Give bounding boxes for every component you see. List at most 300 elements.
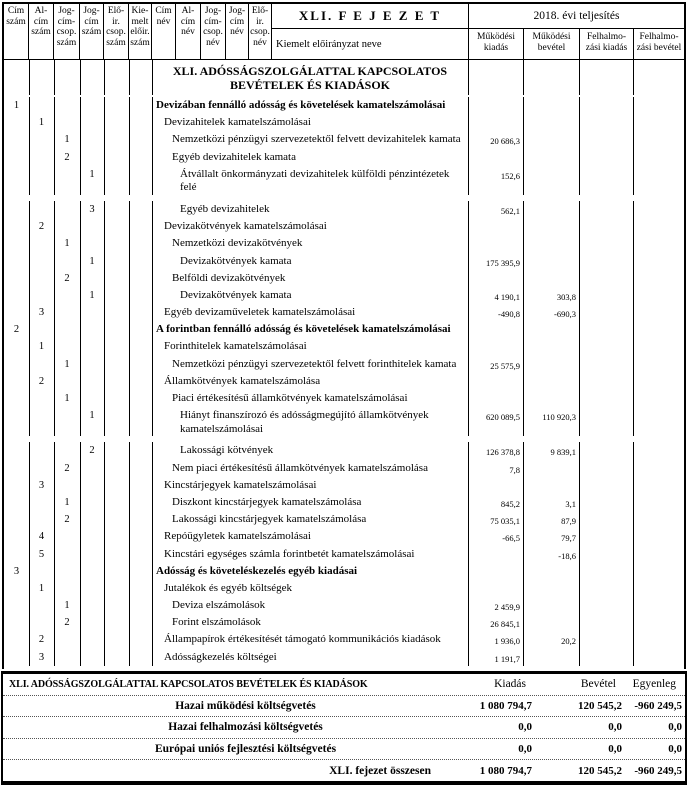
mukodesi-kiadas-value [468, 338, 523, 342]
cim-szam-cell [4, 356, 29, 358]
felhalmozasi-kiadas-value [579, 631, 633, 635]
eloir-csop-szam-cell [104, 321, 129, 323]
summary-label: Hazai működési költségvetés [175, 699, 316, 712]
felhalmozasi-kiadas-value [579, 338, 633, 342]
cim-szam-cell [4, 270, 29, 272]
summary-title: XLI. ADÓSSÁGSZOLGÁLATTAL KAPCSOLATOS BEVÉTELEK ÉS KIADÁSOK [9, 678, 368, 690]
table-row [4, 356, 684, 373]
kiemelt-eloir-szam-cell [129, 494, 152, 496]
name-cell: Hiányt finanszírozó és adósságmegújító államkötvények kamatelszámolásai [180, 409, 429, 435]
column-header-label: Jog- cím- csop. szám [56, 6, 77, 48]
cim-szam-cell [4, 649, 29, 651]
mukodesi-kiadas-value [468, 149, 523, 153]
jogcim-szam-cell [80, 631, 104, 633]
table-row [4, 287, 684, 304]
alcim-szam-cell: 2 [38, 634, 45, 646]
name-cell: Devizakötvények kamata [180, 254, 292, 267]
jogcim-csop-szam-cell [54, 201, 80, 203]
jogcim-szam-cell: 3 [89, 203, 95, 215]
mukodesi-kiadas-value: 1 191,7 [494, 653, 520, 664]
summary-label: Hazai felhalmozási költségvetés [168, 721, 323, 734]
felhalmozasi-bevetel-value [633, 580, 684, 584]
cim-szam-cell [4, 149, 29, 151]
col-header-eloir-csop-szam [104, 4, 129, 59]
jogcim-szam-cell: 1 [89, 410, 95, 422]
mukodesi-kiadas-value [468, 270, 523, 274]
felhalmozasi-kiadas-value [579, 390, 633, 394]
eloir-csop-szam-cell [104, 631, 129, 633]
eloir-csop-szam-cell [104, 563, 129, 565]
column-rule [633, 60, 634, 95]
summary-col-egyenleg: Egyenleg [632, 678, 676, 691]
name-cell: Jutalékok és egyéb költségek [164, 581, 292, 594]
name-cell: Devizahitelek kamatelszámolásai [164, 116, 311, 129]
felhalmozasi-bevetel-value [633, 649, 684, 653]
column-rule [633, 97, 634, 195]
name-cell: Belföldi devizakötvények [172, 271, 286, 284]
summary-col-bevetel: Bevétel [580, 678, 616, 691]
mukodesi-kiadas-value [468, 114, 523, 118]
felhalmozasi-kiadas-value [579, 477, 633, 481]
mukodesi-bevetel-value [523, 97, 579, 101]
cim-szam-cell: 3 [13, 565, 20, 577]
mukodesi-kiadas-value: 2 459,9 [494, 602, 520, 613]
felhalmozasi-kiadas-value [579, 614, 633, 618]
jogcim-csop-szam-cell: 2 [64, 272, 70, 284]
kiemelt-eloir-szam-cell [129, 442, 152, 444]
summary-row [3, 695, 685, 717]
column-rule [29, 201, 30, 436]
jogcim-csop-szam-cell [54, 287, 80, 289]
alcim-szam-cell [29, 253, 54, 255]
kiemelt-eloir-szam-cell [129, 373, 152, 375]
name-cell: Kincstári egységes számla forintbetét kamatelszámolásai [164, 547, 415, 560]
summary-kiadas-value: 1 080 794,7 [479, 699, 532, 712]
eloir-csop-szam-cell [104, 97, 129, 99]
section-title-band [4, 60, 684, 95]
felhalmozasi-kiadas-value [579, 460, 633, 464]
felhalmozasi-kiadas-value [579, 270, 633, 274]
felhalmozasi-kiadas-value [579, 563, 633, 567]
table-row [4, 631, 684, 648]
felhalmozasi-kiadas-value [579, 528, 633, 532]
jogcim-csop-szam-cell: 1 [64, 600, 70, 612]
name-cell: Lakossági kincstárjegyek kamatelszámolása [172, 513, 367, 526]
kiemelt-eloir-szam-cell [129, 511, 152, 513]
column-rule [468, 201, 469, 436]
mukodesi-bevetel-value [523, 218, 579, 222]
mukodesi-bevetel-value [523, 649, 579, 653]
alcim-szam-cell [29, 321, 54, 323]
col-header-eloir-csop-nev [249, 4, 272, 59]
jogcim-szam-cell [80, 597, 104, 599]
mukodesi-bevetel-value: 79,7 [561, 533, 576, 544]
felhalmozasi-kiadas-value [579, 201, 633, 205]
column-rule [152, 97, 153, 195]
col-header-jogcim-nev [226, 4, 249, 59]
eloir-csop-szam-cell [104, 528, 129, 530]
jogcim-szam-cell [80, 321, 104, 323]
mukodesi-bevetel-value [523, 390, 579, 394]
felhalmozasi-bevetel-value [633, 114, 684, 118]
jogcim-szam-cell [80, 460, 104, 462]
column-rule [152, 201, 153, 436]
alcim-szam-cell: 1 [38, 341, 45, 353]
alcim-szam-cell: 4 [38, 531, 45, 543]
mukodesi-bevetel-value: -18,6 [558, 550, 576, 561]
name-cell: Adósságkezelés költségei [164, 650, 277, 663]
mukodesi-kiadas-value: -66,5 [502, 533, 520, 544]
felhalmozasi-kiadas-value [579, 253, 633, 257]
felhalmozasi-kiadas-value [579, 218, 633, 222]
felhalmozasi-bevetel-value [633, 321, 684, 325]
summary-egyenleg-value: 0,0 [668, 721, 682, 734]
jogcim-csop-szam-cell: 1 [64, 134, 70, 146]
table-body-segment [4, 442, 684, 665]
jogcim-csop-szam-cell [54, 442, 80, 444]
column-rule [80, 60, 81, 95]
cim-szam-cell [4, 477, 29, 479]
alcim-szam-cell [29, 166, 54, 168]
felhalmozasi-kiadas-value [579, 321, 633, 325]
cim-szam-cell [4, 390, 29, 392]
name-cell: Nemzetközi devizakötvények [172, 237, 303, 250]
jogcim-csop-szam-cell: 1 [64, 238, 70, 250]
eloir-csop-szam-cell [104, 149, 129, 151]
kiemelt-eloir-szam-cell [129, 477, 152, 479]
column-rule [129, 97, 130, 195]
felhalmozasi-kiadas-value [579, 356, 633, 360]
jogcim-szam-cell [80, 338, 104, 340]
name-cell: Állampapírok értékesítését támogató kommunikációs kiadások [164, 633, 441, 646]
table-row [4, 338, 684, 355]
column-rule [523, 442, 524, 665]
alcim-szam-cell [29, 131, 54, 133]
summary-label: XLI. fejezet összesen [329, 764, 431, 777]
eloir-csop-szam-cell [104, 218, 129, 220]
jogcim-szam-cell [80, 114, 104, 116]
mukodesi-bevetel-value [523, 580, 579, 584]
mukodesi-bevetel-value [523, 201, 579, 205]
jogcim-szam-cell: 1 [89, 289, 95, 301]
felhalmozasi-kiadas-value [579, 511, 633, 515]
name-cell: Egyéb devizahitelek [180, 202, 270, 215]
table-row [4, 321, 684, 338]
column-rule [129, 442, 130, 665]
jogcim-szam-cell [80, 356, 104, 358]
column-header-label: Elő- ir. csop. szám [106, 6, 126, 48]
column-rule [54, 60, 55, 95]
column-rule [468, 442, 469, 665]
felhalmozasi-kiadas-value [579, 97, 633, 101]
kiemelt-eloir-szam-cell [129, 546, 152, 548]
column-rule [129, 201, 130, 436]
jogcim-szam-cell [80, 494, 104, 496]
kiemelt-eloir-szam-cell [129, 114, 152, 116]
alcim-szam-cell: 1 [38, 117, 45, 129]
table-header [4, 4, 684, 60]
name-cell: Nem piaci értékesítésű államkötvények kamatelszámolása [172, 461, 428, 474]
summary-kiadas-value: 0,0 [518, 743, 532, 756]
jogcim-csop-szam-cell [54, 97, 80, 99]
felhalmozasi-bevetel-value [633, 442, 684, 446]
summary-label: Európai uniós fejlesztési költségvetés [154, 743, 337, 756]
table-row [4, 580, 684, 597]
alcim-szam-cell: 5 [38, 548, 45, 560]
cim-szam-cell [4, 287, 29, 289]
mukodesi-bevetel-value: 9 839,1 [550, 447, 576, 458]
jogcim-csop-szam-cell: 1 [64, 393, 70, 404]
felhalmozasi-bevetel-value [633, 546, 684, 550]
mukodesi-bevetel-value [523, 114, 579, 118]
felhalmozasi-bevetel-value [633, 149, 684, 153]
mukodesi-bevetel-value: 3,1 [565, 498, 576, 509]
column-rule [579, 201, 580, 436]
mukodesi-kiadas-value [468, 580, 523, 584]
column-rule [523, 201, 524, 436]
col-header-cim-szam [4, 4, 29, 59]
felhalmozasi-bevetel-value [633, 631, 684, 635]
summary-row [3, 738, 685, 760]
column-rule [468, 97, 469, 195]
table-row [4, 563, 684, 580]
eloir-csop-szam-cell [104, 511, 129, 513]
jogcim-szam-cell: 1 [89, 255, 95, 267]
jogcim-szam-cell: 1 [89, 168, 95, 180]
felhalmozasi-kiadas-value [579, 580, 633, 584]
table-row [4, 166, 684, 195]
column-rule [104, 97, 105, 195]
column-header-label: Cím szám [6, 6, 26, 27]
eloir-csop-szam-cell [104, 614, 129, 616]
column-header-label: Al- cím szám [31, 6, 51, 37]
felhalmozasi-bevetel-value [633, 338, 684, 342]
felhalmozasi-bevetel-value [633, 356, 684, 360]
alcim-szam-cell [29, 287, 54, 289]
felhalmozasi-bevetel-value [633, 131, 684, 135]
mukodesi-kiadas-value [468, 373, 523, 377]
name-cell: Piaci értékesítésű államkötvények kamatelszámolásai [172, 392, 408, 404]
summary-header-row [3, 674, 685, 695]
eloir-csop-szam-cell [104, 131, 129, 133]
kiemelt-eloir-szam-cell [129, 321, 152, 323]
eloir-csop-szam-cell [104, 201, 129, 203]
name-cell: Diszkont kincstárjegyek kamatelszámolása [172, 495, 362, 508]
kiemelt-eloir-szam-cell [129, 270, 152, 272]
mukodesi-kiadas-value [468, 97, 523, 101]
name-cell: A forintban fennálló adósság és követelések kamatelszámolásai [156, 323, 451, 336]
jogcim-csop-szam-cell: 1 [64, 358, 70, 370]
table-row [4, 614, 684, 631]
kiemelt-eloir-szam-cell [129, 649, 152, 651]
column-rule [104, 60, 105, 95]
column-rule [54, 201, 55, 436]
alcim-szam-cell [29, 270, 54, 272]
jogcim-csop-szam-cell [54, 114, 80, 116]
alcim-szam-cell [29, 460, 54, 462]
column-rule [80, 442, 81, 665]
name-cell: Devizakötvények kamatelszámolásai [164, 220, 327, 233]
eloir-csop-szam-cell [104, 597, 129, 599]
alcim-szam-cell [29, 494, 54, 496]
jogcim-csop-szam-cell [54, 546, 80, 548]
jogcim-csop-szam-cell [54, 563, 80, 565]
mukodesi-bevetel-value: 303,8 [556, 291, 576, 302]
kiemelt-eloir-szam-cell [129, 597, 152, 599]
summary-row [3, 759, 685, 781]
mukodesi-kiadas-value: 562,1 [500, 205, 520, 216]
jogcim-csop-szam-cell [54, 528, 80, 530]
felhalmozasi-kiadas-value [579, 546, 633, 550]
alcim-szam-cell [29, 563, 54, 565]
summary-bevetel-value: 0,0 [608, 721, 622, 734]
mukodesi-bevetel-value [523, 235, 579, 239]
name-cell: Államkötvények kamatelszámolása [164, 374, 321, 387]
mukodesi-kiadas-value: 152,6 [500, 170, 520, 181]
felhalmozasi-bevetel-value [633, 614, 684, 618]
column-rule [468, 60, 469, 95]
cim-szam-cell: 2 [13, 324, 20, 336]
table-row [4, 149, 684, 166]
mukodesi-bevetel-value [523, 460, 579, 464]
mukodesi-bevetel-value: 20,2 [561, 636, 576, 647]
felhalmozasi-kiadas-value [579, 131, 633, 135]
felhalmozasi-bevetel-value [633, 477, 684, 481]
felhalmozasi-bevetel-value [633, 270, 684, 274]
jogcim-szam-cell: 2 [89, 445, 95, 457]
column-rule [104, 201, 105, 436]
header-right [469, 4, 684, 59]
cim-szam-cell [4, 338, 29, 340]
eloir-csop-szam-cell [104, 546, 129, 548]
mukodesi-kiadas-value: 25 575,9 [490, 360, 520, 371]
summary-egyenleg-value: 0,0 [668, 743, 682, 756]
summary-row [3, 716, 685, 738]
jogcim-csop-szam-cell [54, 631, 80, 633]
cim-szam-cell [4, 373, 29, 375]
felhalmozasi-bevetel-value [633, 253, 684, 257]
jogcim-szam-cell [80, 149, 104, 151]
cim-szam-cell [4, 442, 29, 444]
mukodesi-kiadas-value [468, 546, 523, 550]
alcim-szam-cell [29, 442, 54, 444]
summary-bevetel-value: 0,0 [608, 743, 622, 756]
column-rule [152, 60, 153, 95]
mukodesi-kiadas-value: 620 089,5 [486, 412, 520, 423]
kiemelt-eloir-szam-cell [129, 356, 152, 358]
mukodesi-bevetel-value [523, 563, 579, 567]
column-rule [523, 97, 524, 195]
kiemelt-eloir-szam-cell [129, 580, 152, 582]
summary-egyenleg-value: -960 249,5 [634, 764, 682, 777]
column-rule [54, 442, 55, 665]
jogcim-csop-szam-cell: 2 [64, 151, 70, 163]
jogcim-szam-cell [80, 270, 104, 272]
jogcim-szam-cell [80, 563, 104, 565]
kiemelt-eloir-szam-cell [129, 563, 152, 565]
kiemelt-eloir-szam-cell [129, 460, 152, 462]
name-cell: Devizakötvények kamata [180, 288, 292, 301]
jogcim-szam-cell [80, 97, 104, 99]
mukodesi-bevetel-value: 87,9 [561, 516, 576, 527]
alcim-szam-cell [29, 235, 54, 237]
kiemelt-eloir-szam-cell [129, 97, 152, 99]
kiemelt-eloir-szam-cell [129, 235, 152, 237]
table-row [4, 304, 684, 321]
table-row [4, 511, 684, 528]
felhalmozasi-bevetel-value [633, 97, 684, 101]
column-rule [104, 442, 105, 665]
column-header-label: Jog- cím- csop. név [203, 6, 223, 48]
col-header-jogcim-csop-szam [54, 4, 80, 59]
jogcim-csop-szam-cell [54, 304, 80, 306]
table-row [4, 390, 684, 407]
mukodesi-bevetel-value: 110 920,3 [542, 412, 576, 423]
cim-szam-cell [4, 201, 29, 203]
name-cell: Egyéb devizahitelek kamata [172, 150, 296, 163]
summary-kiadas-value: 0,0 [518, 721, 532, 734]
table-row [4, 373, 684, 390]
alcim-szam-cell: 3 [38, 307, 45, 319]
column-rule [579, 60, 580, 95]
cim-szam-cell [4, 407, 29, 409]
jogcim-szam-cell [80, 131, 104, 133]
jogcim-szam-cell [80, 304, 104, 306]
felhalmozasi-kiadas-value [579, 287, 633, 291]
table-row [4, 218, 684, 235]
kiemelt-eloir-szam-cell [129, 201, 152, 203]
eloir-csop-szam-cell [104, 253, 129, 255]
name-cell: Devizában fennálló adósság és követelések kamatelszámolásai [156, 99, 446, 111]
value-column-header [524, 29, 580, 59]
kiemelt-eloir-szam-cell [129, 614, 152, 616]
name-cell: Adósság és követeléskezelés egyéb kiadásai [156, 564, 358, 577]
alcim-szam-cell: 1 [38, 582, 45, 594]
jogcim-csop-szam-cell: 2 [64, 462, 70, 474]
section-title: XLI. ADÓSSÁGSZOLGÁLATTAL KAPCSOLATOS BEVÉTELEK ÉS KIADÁSOK [172, 64, 448, 92]
eloir-csop-szam-cell [104, 580, 129, 582]
jogcim-szam-cell [80, 614, 104, 616]
mukodesi-bevetel-value [523, 253, 579, 257]
value-column-header [469, 29, 524, 59]
col-header-alcim-nev [176, 4, 201, 59]
table-row [4, 407, 684, 436]
cim-szam-cell [4, 511, 29, 513]
jogcim-csop-szam-cell [54, 321, 80, 323]
column-rule [129, 60, 130, 95]
mukodesi-kiadas-value: 4 190,1 [494, 291, 520, 302]
mukodesi-kiadas-value [468, 235, 523, 239]
felhalmozasi-kiadas-value [579, 149, 633, 153]
felhalmozasi-kiadas-value [579, 597, 633, 601]
felhalmozasi-kiadas-value [579, 304, 633, 308]
cim-szam-cell [4, 218, 29, 220]
mukodesi-bevetel-value [523, 597, 579, 601]
year-performance-header: 2018. évi teljesítés [469, 4, 684, 29]
felhalmozasi-bevetel-value [633, 460, 684, 464]
col-header-cim-nev [152, 4, 176, 59]
felhalmozasi-kiadas-value [579, 649, 633, 653]
jogcim-csop-szam-cell [54, 218, 80, 220]
cim-szam-cell [4, 631, 29, 633]
value-column-header-label: Felhalmo- zási bevétel [636, 32, 682, 53]
felhalmozasi-kiadas-value [579, 494, 633, 498]
eloir-csop-szam-cell [104, 477, 129, 479]
mukodesi-kiadas-value [468, 218, 523, 222]
column-rule [29, 442, 30, 665]
felhalmozasi-bevetel-value [633, 563, 684, 567]
felhalmozasi-bevetel-value [633, 166, 684, 170]
